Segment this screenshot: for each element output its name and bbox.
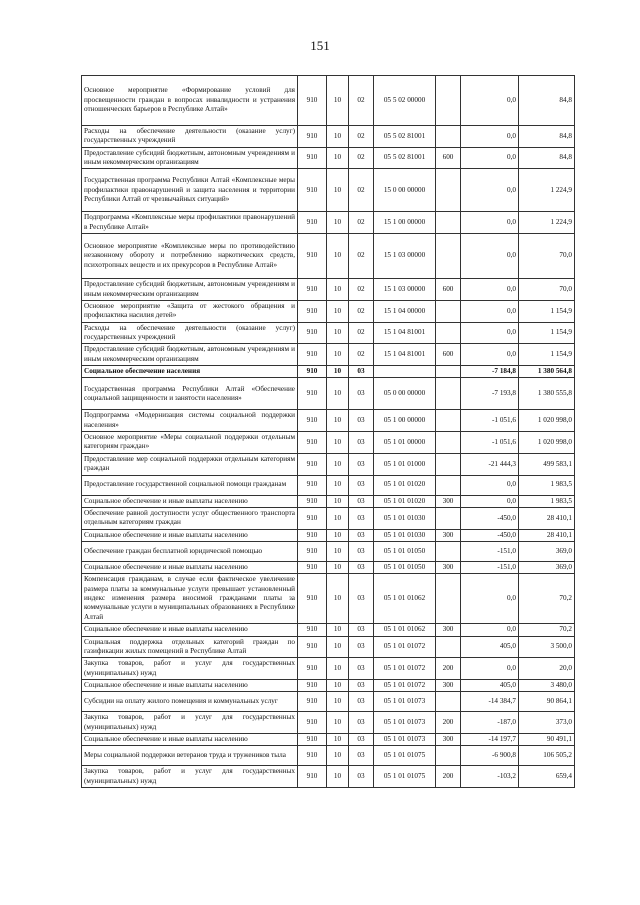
row-change-amount: -14 197,7 <box>461 734 519 746</box>
row-name: Закупка товаров, работ и услуг для государственных (муниципальных) нужд <box>82 766 298 788</box>
row-change-amount: -187,0 <box>461 712 519 734</box>
row-admin-code: 910 <box>298 692 327 712</box>
row-admin-code: 910 <box>298 574 327 624</box>
row-admin-code: 910 <box>298 529 327 541</box>
row-subsection-code: 03 <box>349 746 374 766</box>
row-change-amount: 0,0 <box>461 624 519 636</box>
row-section-code: 10 <box>327 410 349 432</box>
row-subsection-code: 02 <box>349 279 374 301</box>
row-subsection-code: 03 <box>349 541 374 561</box>
row-change-amount: 0,0 <box>461 344 519 366</box>
table-row <box>82 279 575 301</box>
row-section-code: 10 <box>327 234 349 279</box>
row-expense-type <box>436 234 461 279</box>
row-total-amount: 369,0 <box>519 541 575 561</box>
row-target-article: 05 5 02 81001 <box>374 126 436 148</box>
row-change-amount: 0,0 <box>461 300 519 322</box>
row-name: Предоставление субсидий бюджетным, автономным учреждениям и иным некоммерческим организациям <box>82 279 298 301</box>
row-expense-type: 200 <box>436 658 461 680</box>
table-row <box>82 541 575 561</box>
table-row <box>82 658 575 680</box>
row-change-amount: -7 184,8 <box>461 366 519 378</box>
row-admin-code: 910 <box>298 746 327 766</box>
row-target-article: 15 1 03 00000 <box>374 279 436 301</box>
row-expense-type <box>436 432 461 454</box>
row-expense-type <box>436 746 461 766</box>
row-subsection-code: 02 <box>349 234 374 279</box>
row-expense-type <box>436 410 461 432</box>
row-section-code: 10 <box>327 658 349 680</box>
row-name: Подпрограмма «Комплексные меры профилактики правонарушений в Республике Алтай» <box>82 212 298 234</box>
row-subsection-code: 03 <box>349 766 374 788</box>
table-row <box>82 636 575 658</box>
row-subsection-code: 03 <box>349 574 374 624</box>
row-change-amount: 0,0 <box>461 279 519 301</box>
table-row <box>82 495 575 507</box>
row-section-code: 10 <box>327 495 349 507</box>
row-expense-type <box>436 453 461 475</box>
row-total-amount: 1 154,9 <box>519 322 575 344</box>
row-section-code: 10 <box>327 169 349 212</box>
row-subsection-code: 02 <box>349 344 374 366</box>
row-admin-code: 910 <box>298 344 327 366</box>
row-section-code: 10 <box>327 624 349 636</box>
row-name: Меры социальной поддержки ветеранов труда и тружеников тыла <box>82 746 298 766</box>
row-section-code: 10 <box>327 76 349 126</box>
row-target-article: 05 5 02 81001 <box>374 147 436 169</box>
row-subsection-code: 03 <box>349 624 374 636</box>
row-target-article: 05 5 02 00000 <box>374 76 436 126</box>
row-expense-type <box>436 300 461 322</box>
row-admin-code: 910 <box>298 624 327 636</box>
row-subsection-code: 03 <box>349 712 374 734</box>
row-total-amount: 106 505,2 <box>519 746 575 766</box>
row-section-code: 10 <box>327 475 349 495</box>
row-target-article: 05 1 01 01073 <box>374 712 436 734</box>
row-admin-code: 910 <box>298 126 327 148</box>
row-total-amount: 1 224,9 <box>519 169 575 212</box>
row-target-article: 15 0 00 00000 <box>374 169 436 212</box>
row-section-code: 10 <box>327 378 349 410</box>
table-row <box>82 126 575 148</box>
row-expense-type <box>436 475 461 495</box>
row-target-article: 05 1 01 01050 <box>374 561 436 573</box>
row-subsection-code: 02 <box>349 169 374 212</box>
row-admin-code: 910 <box>298 636 327 658</box>
row-subsection-code: 03 <box>349 529 374 541</box>
row-target-article: 05 1 01 01073 <box>374 734 436 746</box>
row-section-code: 10 <box>327 453 349 475</box>
row-total-amount: 84,8 <box>519 76 575 126</box>
row-change-amount: 0,0 <box>461 475 519 495</box>
table-row <box>82 679 575 691</box>
row-change-amount: -103,2 <box>461 766 519 788</box>
row-name: Социальная поддержка отдельных категорий граждан по газификации жилых помещений в Республике Алтай <box>82 636 298 658</box>
row-section-code: 10 <box>327 366 349 378</box>
row-name: Государственная программа Республики Алтай «Комплексные меры профилактики правонарушений и защита населения и территории Республики Алтай от чрезвычайных ситуаций» <box>82 169 298 212</box>
row-change-amount: 0,0 <box>461 495 519 507</box>
row-admin-code: 910 <box>298 734 327 746</box>
row-subsection-code: 03 <box>349 636 374 658</box>
row-change-amount: 0,0 <box>461 658 519 680</box>
row-subsection-code: 02 <box>349 322 374 344</box>
row-subsection-code: 02 <box>349 147 374 169</box>
row-change-amount: -450,0 <box>461 529 519 541</box>
row-admin-code: 910 <box>298 766 327 788</box>
row-admin-code: 910 <box>298 212 327 234</box>
row-subsection-code: 02 <box>349 126 374 148</box>
row-section-code: 10 <box>327 679 349 691</box>
row-admin-code: 910 <box>298 541 327 561</box>
table-row <box>82 574 575 624</box>
row-target-article: 15 1 04 81001 <box>374 322 436 344</box>
row-subsection-code: 03 <box>349 692 374 712</box>
row-section-code: 10 <box>327 746 349 766</box>
row-subsection-code: 03 <box>349 658 374 680</box>
table-row <box>82 624 575 636</box>
row-section-code: 10 <box>327 734 349 746</box>
row-change-amount: 0,0 <box>461 322 519 344</box>
row-expense-type: 300 <box>436 561 461 573</box>
table-row <box>82 169 575 212</box>
row-target-article: 05 1 01 01020 <box>374 475 436 495</box>
row-target-article: 05 0 00 00000 <box>374 378 436 410</box>
row-change-amount: 405,0 <box>461 679 519 691</box>
row-change-amount: -1 051,6 <box>461 410 519 432</box>
row-section-code: 10 <box>327 279 349 301</box>
row-admin-code: 910 <box>298 322 327 344</box>
row-expense-type: 200 <box>436 712 461 734</box>
table-row <box>82 322 575 344</box>
row-subsection-code: 02 <box>349 76 374 126</box>
row-section-code: 10 <box>327 712 349 734</box>
row-subsection-code: 03 <box>349 495 374 507</box>
row-expense-type: 300 <box>436 624 461 636</box>
row-subsection-code: 03 <box>349 561 374 573</box>
row-target-article: 05 1 01 01062 <box>374 574 436 624</box>
row-name: Основное мероприятие «Меры социальной поддержки отдельным категориям граждан» <box>82 432 298 454</box>
row-name: Социальное обеспечение и иные выплаты населению <box>82 561 298 573</box>
table-row <box>82 344 575 366</box>
row-change-amount: 0,0 <box>461 169 519 212</box>
row-target-article: 15 1 03 00000 <box>374 234 436 279</box>
row-name: Предоставление субсидий бюджетным, автономным учреждениям и иным некоммерческим организациям <box>82 344 298 366</box>
row-admin-code: 910 <box>298 279 327 301</box>
row-admin-code: 910 <box>298 366 327 378</box>
row-target-article: 05 1 01 01020 <box>374 495 436 507</box>
row-expense-type: 600 <box>436 344 461 366</box>
row-target-article: 05 1 01 01072 <box>374 679 436 691</box>
row-expense-type: 600 <box>436 147 461 169</box>
row-name: Обеспечение равной доступности услуг общественного транспорта отдельным категориям граждан <box>82 507 298 529</box>
row-name: Основное мероприятие «Комплексные меры по противодействию незаконному обороту и потреблению наркотических средств, психотропных веществ и их прекурсоров в Республике Алтай» <box>82 234 298 279</box>
table-row <box>82 766 575 788</box>
row-target-article: 15 1 04 00000 <box>374 300 436 322</box>
row-name: Предоставление субсидий бюджетным, автономным учреждениям и иным некоммерческим организациям <box>82 147 298 169</box>
row-expense-type <box>436 126 461 148</box>
row-subsection-code: 03 <box>349 475 374 495</box>
row-admin-code: 910 <box>298 712 327 734</box>
row-total-amount: 28 410,1 <box>519 507 575 529</box>
row-expense-type <box>436 169 461 212</box>
row-expense-type <box>436 378 461 410</box>
row-section-code: 10 <box>327 529 349 541</box>
row-expense-type <box>436 692 461 712</box>
row-total-amount: 70,2 <box>519 574 575 624</box>
row-name: Социальное обеспечение и иные выплаты населению <box>82 679 298 691</box>
row-total-amount: 70,0 <box>519 279 575 301</box>
row-change-amount: 0,0 <box>461 574 519 624</box>
row-total-amount: 70,2 <box>519 624 575 636</box>
row-section-code: 10 <box>327 574 349 624</box>
row-change-amount: 0,0 <box>461 126 519 148</box>
row-subsection-code: 03 <box>349 679 374 691</box>
row-admin-code: 910 <box>298 300 327 322</box>
row-admin-code: 910 <box>298 658 327 680</box>
row-name: Компенсация гражданам, в случае если фактическое увеличение размера платы за коммунальные услуги превышает установленный индекс изменения размера вносимой гражданами платы за коммунальные услуги в муниципальных образованиях в Республике Алтай <box>82 574 298 624</box>
row-expense-type <box>436 212 461 234</box>
row-change-amount: 0,0 <box>461 234 519 279</box>
row-target-article: 05 1 01 00000 <box>374 432 436 454</box>
table-row <box>82 712 575 734</box>
row-total-amount: 90 491,1 <box>519 734 575 746</box>
row-expense-type <box>436 541 461 561</box>
row-total-amount: 90 864,1 <box>519 692 575 712</box>
row-total-amount: 1 020 998,0 <box>519 410 575 432</box>
row-subsection-code: 03 <box>349 378 374 410</box>
table-row <box>82 529 575 541</box>
budget-table <box>81 75 575 788</box>
table-row <box>82 410 575 432</box>
row-change-amount: -151,0 <box>461 541 519 561</box>
row-admin-code: 910 <box>298 507 327 529</box>
table-row <box>82 453 575 475</box>
row-name: Государственная программа Республики Алтай «Обеспечение социальной защищенности и занятости населения» <box>82 378 298 410</box>
row-subsection-code: 02 <box>349 300 374 322</box>
row-total-amount: 1 154,9 <box>519 300 575 322</box>
row-name: Основное мероприятие «Защита от жестокого обращения и профилактика насилия детей» <box>82 300 298 322</box>
row-target-article <box>374 366 436 378</box>
row-total-amount: 84,8 <box>519 126 575 148</box>
row-target-article: 15 1 04 81001 <box>374 344 436 366</box>
row-expense-type: 200 <box>436 766 461 788</box>
row-total-amount: 3 500,0 <box>519 636 575 658</box>
table-row <box>82 432 575 454</box>
row-change-amount: -6 900,8 <box>461 746 519 766</box>
row-section-code: 10 <box>327 300 349 322</box>
row-expense-type: 600 <box>436 279 461 301</box>
row-expense-type <box>436 574 461 624</box>
table-row <box>82 234 575 279</box>
row-target-article: 05 1 01 01072 <box>374 636 436 658</box>
row-target-article: 05 1 00 00000 <box>374 410 436 432</box>
row-expense-type: 300 <box>436 529 461 541</box>
row-target-article: 15 1 00 00000 <box>374 212 436 234</box>
row-name: Социальное обеспечение и иные выплаты населению <box>82 529 298 541</box>
row-section-code: 10 <box>327 766 349 788</box>
row-subsection-code: 03 <box>349 734 374 746</box>
row-section-code: 10 <box>327 344 349 366</box>
row-target-article: 05 1 01 01030 <box>374 507 436 529</box>
row-name: Закупка товаров, работ и услуг для государственных (муниципальных) нужд <box>82 712 298 734</box>
row-name: Обеспечение граждан бесплатной юридической помощью <box>82 541 298 561</box>
table-row <box>82 147 575 169</box>
row-name: Субсидии на оплату жилого помещения и коммунальных услуг <box>82 692 298 712</box>
row-total-amount: 3 480,0 <box>519 679 575 691</box>
row-total-amount: 1 983,5 <box>519 475 575 495</box>
row-subsection-code: 03 <box>349 410 374 432</box>
row-name: Основное мероприятие «Формирование условий для просвещенности граждан в вопросах инвалидности и устранения отношенческих барьеров в Республике Алтай» <box>82 76 298 126</box>
row-total-amount: 369,0 <box>519 561 575 573</box>
row-admin-code: 910 <box>298 453 327 475</box>
table-row <box>82 692 575 712</box>
row-expense-type <box>436 507 461 529</box>
row-admin-code: 910 <box>298 432 327 454</box>
row-change-amount: 0,0 <box>461 76 519 126</box>
row-name: Социальное обеспечение населения <box>82 366 298 378</box>
row-expense-type <box>436 322 461 344</box>
row-total-amount: 28 410,1 <box>519 529 575 541</box>
row-total-amount: 1 983,5 <box>519 495 575 507</box>
row-name: Социальное обеспечение и иные выплаты населению <box>82 734 298 746</box>
row-target-article: 05 1 01 01075 <box>374 766 436 788</box>
row-name: Расходы на обеспечение деятельности (оказание услуг) государственных учреждений <box>82 126 298 148</box>
row-target-article: 05 1 01 01062 <box>374 624 436 636</box>
row-target-article: 05 1 01 01072 <box>374 658 436 680</box>
row-total-amount: 1 224,9 <box>519 212 575 234</box>
row-section-code: 10 <box>327 322 349 344</box>
row-change-amount: -21 444,3 <box>461 453 519 475</box>
row-target-article: 05 1 01 01030 <box>374 529 436 541</box>
row-change-amount: 0,0 <box>461 147 519 169</box>
row-total-amount: 84,8 <box>519 147 575 169</box>
row-admin-code: 910 <box>298 169 327 212</box>
row-expense-type <box>436 76 461 126</box>
row-expense-type: 300 <box>436 734 461 746</box>
row-total-amount: 659,4 <box>519 766 575 788</box>
row-change-amount: -1 051,6 <box>461 432 519 454</box>
table-row <box>82 212 575 234</box>
row-section-code: 10 <box>327 561 349 573</box>
row-subsection-code: 03 <box>349 366 374 378</box>
row-total-amount: 1 380 564,8 <box>519 366 575 378</box>
row-target-article: 05 1 01 01073 <box>374 692 436 712</box>
row-admin-code: 910 <box>298 495 327 507</box>
row-name: Социальное обеспечение и иные выплаты населению <box>82 495 298 507</box>
row-section-code: 10 <box>327 147 349 169</box>
row-admin-code: 910 <box>298 76 327 126</box>
row-name: Социальное обеспечение и иные выплаты населению <box>82 624 298 636</box>
row-target-article: 05 1 01 01075 <box>374 746 436 766</box>
row-subsection-code: 03 <box>349 507 374 529</box>
row-total-amount: 1 380 555,8 <box>519 378 575 410</box>
row-admin-code: 910 <box>298 679 327 691</box>
row-name: Расходы на обеспечение деятельности (оказание услуг) государственных учреждений <box>82 322 298 344</box>
row-change-amount: 405,0 <box>461 636 519 658</box>
table-row <box>82 507 575 529</box>
row-target-article: 05 1 01 01050 <box>374 541 436 561</box>
row-section-code: 10 <box>327 432 349 454</box>
page-number: 151 <box>310 38 330 53</box>
row-admin-code: 910 <box>298 378 327 410</box>
table-row <box>82 746 575 766</box>
row-name: Закупка товаров, работ и услуг для государственных (муниципальных) нужд <box>82 658 298 680</box>
row-section-code: 10 <box>327 636 349 658</box>
row-expense-type: 300 <box>436 495 461 507</box>
table-row <box>82 378 575 410</box>
row-total-amount: 20,0 <box>519 658 575 680</box>
row-subsection-code: 02 <box>349 212 374 234</box>
row-change-amount: -14 384,7 <box>461 692 519 712</box>
row-section-code: 10 <box>327 126 349 148</box>
row-total-amount: 70,0 <box>519 234 575 279</box>
row-total-amount: 1 020 998,0 <box>519 432 575 454</box>
table-row <box>82 561 575 573</box>
row-expense-type <box>436 366 461 378</box>
table-row <box>82 300 575 322</box>
row-section-code: 10 <box>327 212 349 234</box>
row-admin-code: 910 <box>298 234 327 279</box>
row-admin-code: 910 <box>298 147 327 169</box>
table-row <box>82 366 575 378</box>
row-name: Предоставление мер социальной поддержки отдельным категориям граждан <box>82 453 298 475</box>
row-total-amount: 1 154,9 <box>519 344 575 366</box>
row-section-code: 10 <box>327 541 349 561</box>
row-section-code: 10 <box>327 507 349 529</box>
row-subsection-code: 03 <box>349 453 374 475</box>
row-name: Предоставление государственной социальной помощи гражданам <box>82 475 298 495</box>
table-row <box>82 76 575 126</box>
row-subsection-code: 03 <box>349 432 374 454</box>
table-row <box>82 475 575 495</box>
row-total-amount: 499 583,1 <box>519 453 575 475</box>
row-expense-type <box>436 636 461 658</box>
row-change-amount: -151,0 <box>461 561 519 573</box>
row-admin-code: 910 <box>298 475 327 495</box>
row-target-article: 05 1 01 01000 <box>374 453 436 475</box>
row-change-amount: -450,0 <box>461 507 519 529</box>
row-name: Подпрограмма «Модернизация системы социальной поддержки населения» <box>82 410 298 432</box>
row-admin-code: 910 <box>298 410 327 432</box>
row-change-amount: -7 193,8 <box>461 378 519 410</box>
row-total-amount: 373,0 <box>519 712 575 734</box>
row-expense-type: 300 <box>436 679 461 691</box>
table-row <box>82 734 575 746</box>
row-change-amount: 0,0 <box>461 212 519 234</box>
row-section-code: 10 <box>327 692 349 712</box>
row-admin-code: 910 <box>298 561 327 573</box>
